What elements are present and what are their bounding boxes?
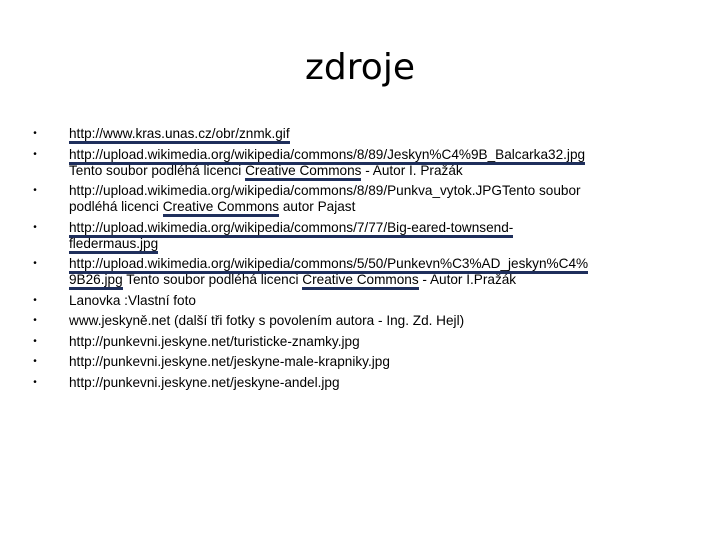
bullet-icon: •: [33, 294, 37, 306]
bullet-icon: •: [33, 335, 37, 347]
bullet-icon: •: [33, 128, 37, 139]
list-item: [30, 183, 690, 215]
license-text: 9B26.jpg Tento soubor podléhá licenci Creative Commons - Autor I.Pražák: [69, 272, 690, 288]
bullet-icon: •: [33, 258, 37, 269]
sources-list: [30, 126, 690, 395]
source-text: http://upload.wikimedia.org/wikipedia/commons/8/89/Punkva_vytok.JPGTento soubor: [69, 183, 581, 198]
license-link[interactable]: Creative Commons: [163, 199, 279, 217]
source-text: www.jeskyně.net (další tři fotky s povolením autora - Ing. Zd. Hejl): [69, 313, 465, 328]
bullet-icon: •: [33, 221, 37, 233]
source-link-continued[interactable]: 9B26.jpg: [69, 272, 123, 290]
bullet-icon: •: [33, 185, 37, 196]
bullet-icon: •: [33, 356, 37, 367]
list-item: [30, 147, 690, 179]
source-link[interactable]: http://www.kras.unas.cz/obr/znmk.gif: [69, 126, 690, 142]
list-item: [30, 256, 690, 288]
slide-title: zdroje: [305, 47, 415, 88]
bullet-icon: •: [33, 315, 37, 326]
list-item: [30, 220, 690, 252]
source-text: http://punkevni.jeskyne.net/jeskyne-male-krapniky.jpg: [69, 354, 390, 369]
license-text: podléhá licenci Creative Commons autor Pajast: [69, 199, 690, 215]
list-item: [30, 334, 690, 350]
source-text: http://punkevni.jeskyne.net/turisticke-znamky.jpg: [69, 333, 360, 349]
list-item: [30, 313, 690, 329]
source-text: http://punkevni.jeskyne.net/jeskyne-andel.jpg: [69, 374, 340, 390]
source-link[interactable]: http://upload.wikimedia.org/wikipedia/commons/8/89/Jeskyn%C4%9B_Balcarka32.jpg: [69, 147, 690, 163]
source-link[interactable]: http://upload.wikimedia.org/wikipedia/commons/7/77/Big-eared-townsend-: [69, 220, 690, 236]
license-text: Tento soubor podléhá licenci Creative Commons - Autor I. Pražák: [69, 163, 690, 179]
source-link-continued[interactable]: fledermaus.jpg: [69, 236, 690, 252]
license-link[interactable]: Creative Commons: [302, 272, 418, 290]
list-item: [30, 293, 690, 309]
source-text: Lanovka :Vlastní foto: [69, 292, 196, 308]
bullet-icon: •: [33, 148, 37, 160]
list-item: [30, 354, 690, 370]
list-item: [30, 375, 690, 391]
bullet-icon: •: [33, 376, 37, 388]
license-link[interactable]: Creative Commons: [245, 163, 361, 181]
source-link[interactable]: http://upload.wikimedia.org/wikipedia/commons/5/50/Punkevn%C3%AD_jeskyn%C4%: [69, 256, 690, 272]
list-item: [30, 126, 690, 142]
